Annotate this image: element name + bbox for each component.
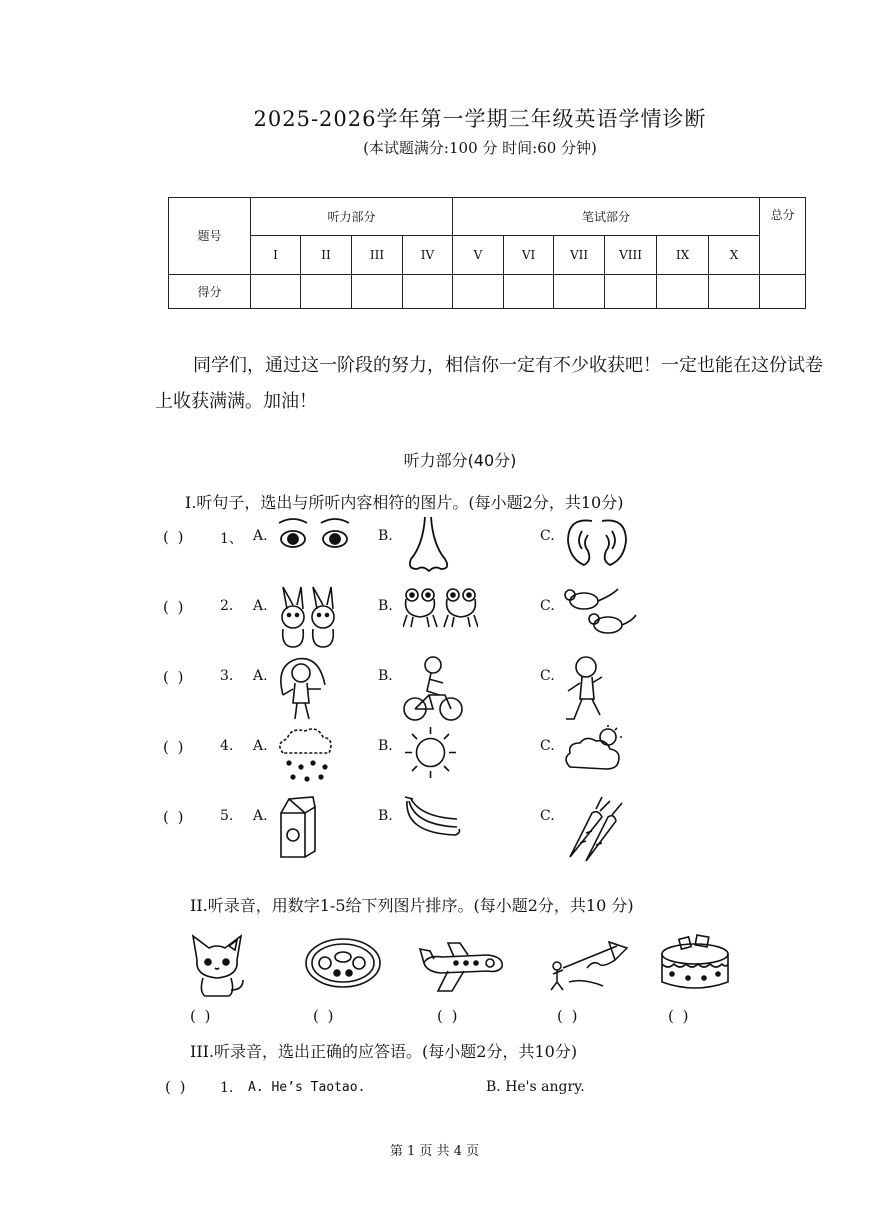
option-a-label: A. [253,668,268,684]
answer-blank[interactable]: ( ) [163,528,186,546]
question-number: 4. [220,738,234,754]
part1-q4-c-icon[interactable] [562,725,627,775]
score-cell[interactable] [554,274,605,308]
option-b: B. He's angry. [486,1079,585,1095]
table-header-listening: 听力部分 [251,198,453,236]
option-b-label: B. [378,528,393,544]
table-col-label: II [301,236,352,274]
answer-blank[interactable]: ( ) [163,808,186,826]
table-header-writing: 笔试部分 [453,198,760,236]
intro-text: 同学们，通过这一阶段的努力，相信你一定有不少收获吧！一定也能在这份试卷上收获满满。加油！ [155,355,823,412]
part2-title: II.听录音，用数字1-5给下列图片排序。(每小题2分，共10 分) [190,896,634,915]
part1-title: I.听句子，选出与所听内容相符的图片。(每小题2分，共10分) [185,493,624,512]
part1-q3-a-icon[interactable] [275,655,330,725]
score-table [168,197,806,309]
answer-blank[interactable]: ( ) [668,1007,691,1025]
option-a-label: A. [253,808,268,824]
pizza-icon [303,935,383,990]
option-b-label: B. [378,668,393,684]
answer-blank[interactable]: ( ) [163,738,186,756]
score-cell-total[interactable] [760,274,806,308]
question-number: 1、 [220,531,243,547]
cake-icon [658,932,733,994]
option-a: A. He’s Taotao. [248,1080,366,1095]
option-a-label: A. [253,598,268,614]
score-cell[interactable] [403,274,453,308]
part1-q5-b-icon[interactable] [403,795,463,840]
table-col-label: VI [504,236,554,274]
page-title: 2025-2026学年第一学期三年级英语学情诊断 [253,107,707,131]
part1-q4-a-icon[interactable] [275,725,335,785]
part1-q5-c-icon[interactable] [562,795,627,865]
part1-q3-b-icon[interactable] [403,655,463,725]
part1-q4-b-icon[interactable] [403,725,458,780]
part1-q1-a-icon[interactable] [275,515,355,555]
question-number: 2. [220,598,234,614]
page-footer: 第 1 页 共 4 页 [389,1144,480,1159]
table-header-number: 题号 [169,198,251,275]
question-number: 1. [220,1080,234,1096]
option-b-label: B. [378,598,393,614]
option-a-label: A. [253,738,268,754]
answer-blank[interactable]: ( ) [557,1007,580,1025]
score-cell[interactable] [251,274,301,308]
part1-q2-c-icon[interactable] [562,585,637,640]
listening-section-title: 听力部分(40分) [403,451,517,470]
table-col-label: IV [403,236,453,274]
plane-icon [418,935,508,995]
part1-q5-a-icon[interactable] [275,795,320,860]
table-col-label: X [709,236,760,274]
part3-title: III.听录音，选出正确的应答语。(每小题2分，共10分) [190,1042,578,1061]
table-col-label: VIII [605,236,657,274]
score-cell[interactable] [352,274,403,308]
part1-q1-c-icon[interactable] [562,515,632,570]
table-col-label: I [251,236,301,274]
part1-q1-b-icon[interactable] [403,515,453,575]
part1-q2-b-icon[interactable] [403,585,478,630]
table-col-label: III [352,236,403,274]
answer-blank[interactable]: ( ) [313,1007,336,1025]
option-c-label: C. [540,598,555,614]
option-b-label: B. [378,808,393,824]
answer-blank[interactable]: ( ) [437,1007,460,1025]
option-b-label: B. [378,738,393,754]
answer-blank[interactable]: ( ) [163,668,186,686]
score-cell[interactable] [605,274,657,308]
table-header-total: 总分 [760,198,806,275]
score-cell[interactable] [504,274,554,308]
score-cell[interactable] [657,274,709,308]
kite-icon [543,938,633,993]
answer-blank[interactable]: ( ) [163,598,186,616]
option-c-label: C. [540,808,555,824]
part1-q3-c-icon[interactable] [562,655,607,725]
score-cell[interactable] [709,274,760,308]
score-cell[interactable] [453,274,504,308]
table-col-label: VII [554,236,605,274]
score-cell[interactable] [301,274,352,308]
page-subtitle: (本试题满分:100 分 时间:60 分钟) [363,139,597,157]
option-c-label: C. [540,668,555,684]
part1-q2-a-icon[interactable] [275,585,345,650]
table-col-label: IX [657,236,709,274]
question-number: 3. [220,668,234,684]
question-number: 5. [220,808,234,824]
option-a-label: A. [253,528,268,544]
cat-icon [185,930,250,1000]
answer-blank[interactable]: ( ) [165,1078,188,1096]
table-header-score: 得分 [169,274,251,308]
answer-blank[interactable]: ( ) [190,1007,213,1025]
option-c-label: C. [540,528,555,544]
option-c-label: C. [540,738,555,754]
table-col-label: V [453,236,504,274]
